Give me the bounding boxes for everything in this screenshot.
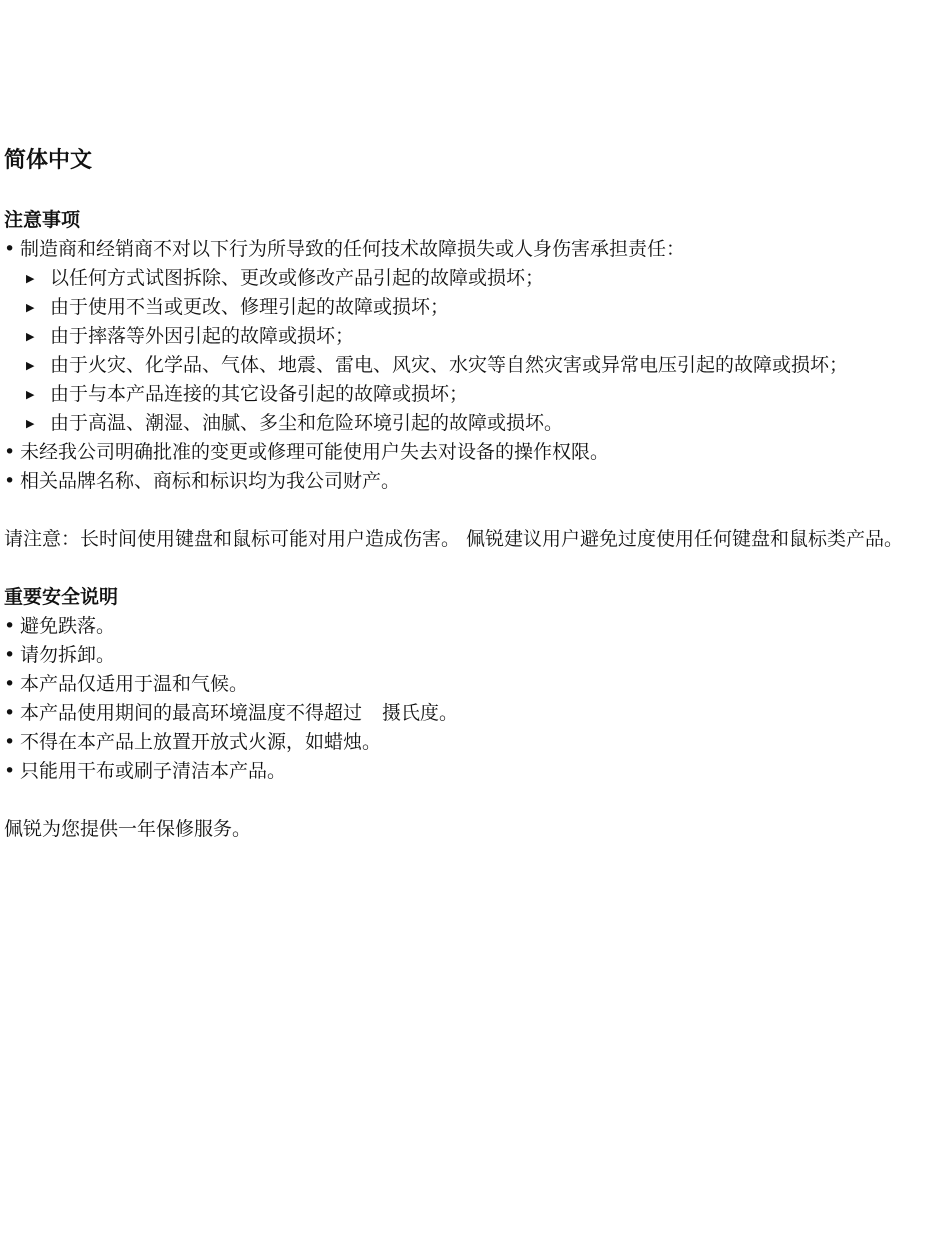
- list-item-text: 避免跌落。: [20, 615, 116, 637]
- triangle-bullet-icon: ▶: [26, 301, 35, 314]
- temperature-text-prefix: 本产品使用期间的最高环境温度不得超过: [20, 702, 363, 724]
- triangle-bullet-icon: ▶: [26, 272, 35, 285]
- sub-list-item-text: 由于使用不当或更改、修理引起的故障或损坏；: [50, 296, 450, 318]
- sub-list-item: [4, 322, 946, 351]
- list-item: [4, 438, 946, 467]
- bullet-icon: •: [4, 644, 16, 666]
- list-item: [4, 757, 946, 786]
- list-item: [4, 728, 946, 757]
- precautions-heading: 注意事项: [4, 209, 81, 231]
- bullet-icon: •: [4, 615, 16, 637]
- sub-list-item-text: 由于摔落等外因引起的故障或损坏；: [50, 325, 355, 347]
- list-item-text: 只能用干布或刷子清洁本产品。: [20, 760, 287, 782]
- list-item: [4, 612, 946, 641]
- page-title: 简体中文: [4, 148, 93, 173]
- sub-list-item-text: 以任何方式试图拆除、更改或修改产品引起的故障或损坏；: [50, 267, 545, 289]
- triangle-bullet-icon: ▶: [26, 359, 35, 372]
- sub-list-item: [4, 351, 946, 380]
- triangle-bullet-icon: ▶: [26, 388, 35, 401]
- bullet-icon: •: [4, 702, 16, 724]
- bullet-icon: •: [4, 238, 16, 260]
- list-item-text: 请勿拆卸。: [20, 644, 116, 666]
- sub-list-item: [4, 409, 946, 438]
- triangle-bullet-icon: ▶: [26, 417, 35, 430]
- sub-list-item: [4, 380, 946, 409]
- list-item: [4, 670, 946, 699]
- sub-list-item: [4, 264, 946, 293]
- list-item: [4, 467, 946, 496]
- list-item: [4, 641, 946, 670]
- bullet-icon: •: [4, 441, 16, 463]
- sub-list-item: [4, 293, 946, 322]
- list-item-text: 不得在本产品上放置开放式火源，如蜡烛。: [20, 731, 382, 753]
- safety-list: [4, 612, 946, 786]
- sub-list-item-text: 由于火灾、化学品、气体、地震、雷电、风灾、水灾等自然灾害或异常电压引起的故障或损坏；: [50, 354, 849, 376]
- liability-sublist: [4, 264, 946, 438]
- list-item-text: 未经我公司明确批准的变更或修理可能使用户失去对设备的操作权限。: [20, 441, 610, 463]
- notice-paragraph: 请注意：长时间使用键盘和鼠标可能对用户造成伤害。 佩锐建议用户避免过度使用任何键盘和鼠标类产品。: [4, 528, 904, 550]
- bullet-icon: •: [4, 760, 16, 782]
- spacer: [4, 554, 946, 583]
- safety-heading: 重要安全说明: [4, 586, 119, 608]
- sub-list-item-text: 由于高温、潮湿、油腻、多尘和危险环境引起的故障或损坏。: [50, 412, 564, 434]
- document-page: [4, 144, 946, 844]
- spacer: [4, 786, 946, 815]
- bullet-icon: •: [4, 731, 16, 753]
- precautions-list: [4, 235, 946, 496]
- list-item: [4, 235, 946, 438]
- bullet-icon: •: [4, 673, 16, 695]
- bullet-icon: •: [4, 470, 16, 492]
- spacer: [4, 496, 946, 525]
- sub-list-item-text: 由于与本产品连接的其它设备引起的故障或损坏；: [50, 383, 469, 405]
- triangle-bullet-icon: ▶: [26, 330, 35, 343]
- list-item-text: 相关品牌名称、商标和标识均为我公司财产。: [20, 470, 401, 492]
- list-item-text: 制造商和经销商不对以下行为所导致的任何技术故障损失或人身伤害承担责任：: [20, 238, 686, 260]
- warranty-paragraph: 佩锐为您提供一年保修服务。: [4, 818, 252, 840]
- list-item: [4, 699, 946, 728]
- temperature-text-suffix: 摄氏度。: [382, 702, 459, 724]
- list-item-text: 本产品仅适用于温和气候。: [20, 673, 249, 695]
